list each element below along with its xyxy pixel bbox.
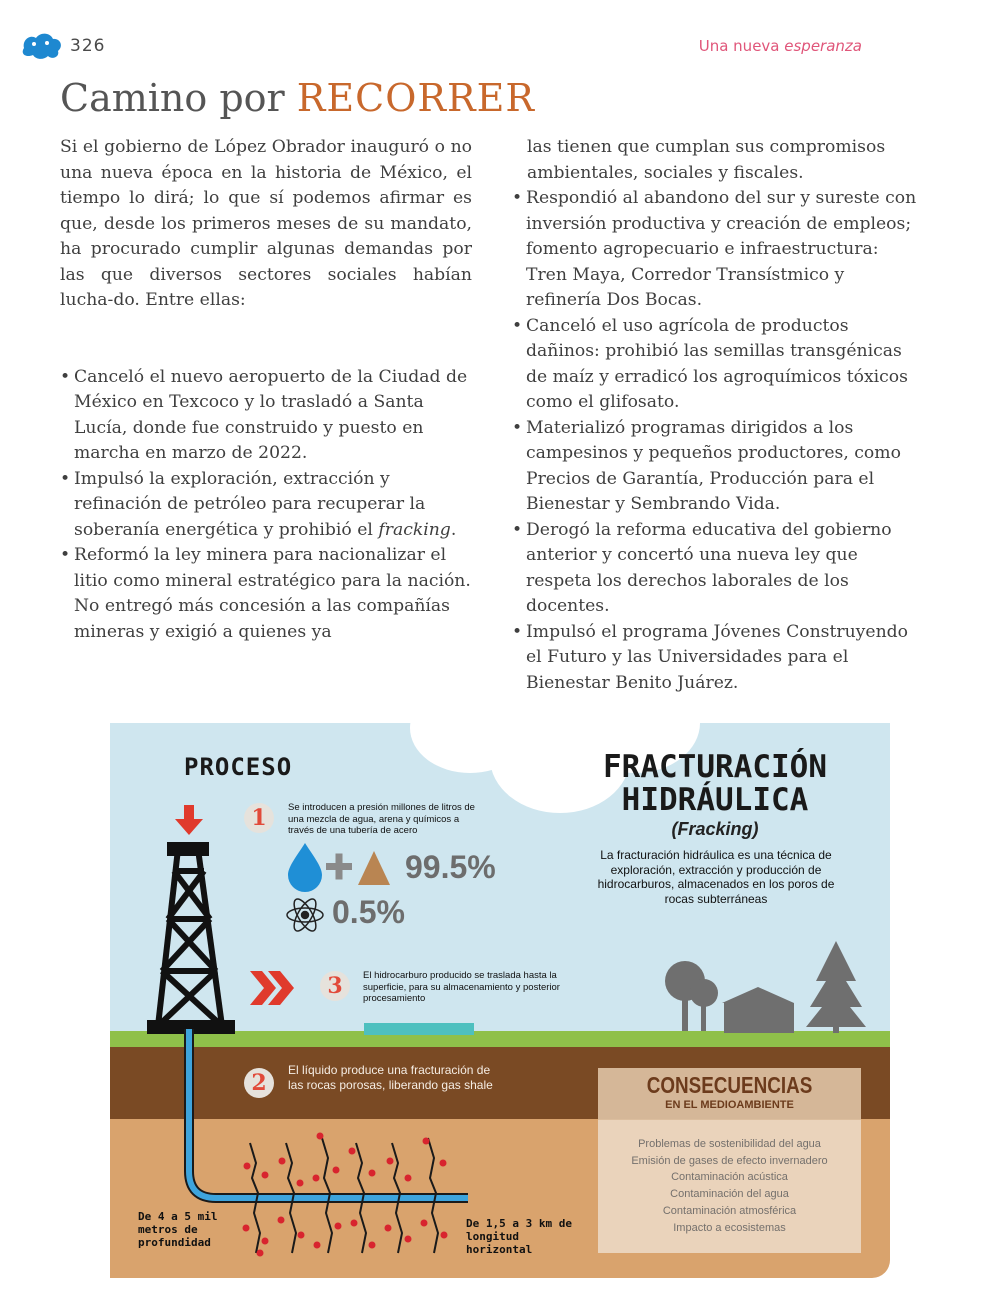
infographic-subtitle: (Fracking)	[671, 819, 759, 839]
consequences-list	[598, 1136, 861, 1236]
pct-water-sand: 99.5%	[405, 849, 496, 885]
bullet-item: • Reformó la ley minera para nacionalizar el litio como mineral estratégico para la nación. No entregó más concesión a las compañías mineras y exigió a quienes ya	[60, 543, 472, 645]
bullet-text-end: .	[450, 519, 457, 540]
section-title-plain: Camino por	[60, 76, 297, 120]
step2-badge: 2	[244, 1068, 274, 1098]
bullet-text: Impulsó la exploración, extracción y refinación de petróleo para recuperar la soberanía energética y prohibió el	[74, 468, 426, 540]
bullet-item: • Derogó la reforma educativa del gobierno anterior y concertó una nueva ley que respeta los derechos laborales de los docentes.	[512, 518, 922, 620]
intro-paragraph: Si el gobierno de López Obrador inauguró o no una nueva época en la historia de México, el tiempo lo dirá; lo que sí podemos afirmar es que, desde los primeros meses de su mandato, ha procurado cumplir algunas demandas por las que diversos sectores sociales habían lucha-do. Entre ellas:	[60, 137, 472, 310]
bullet-item: • Canceló el nuevo aeropuerto de la Ciudad de México en Texcoco y lo trasladó a Santa Lucía, donde fue construido y puesto en marcha en marzo de 2022.	[60, 365, 472, 467]
depth-label: De 4 a 5 mil metros de profundidad	[138, 1210, 218, 1249]
down-arrow-icon	[175, 805, 203, 835]
infographic-title-line2: HIDRÁULICA	[621, 782, 809, 818]
house-icon	[722, 987, 794, 1033]
bullet-item	[60, 467, 472, 544]
consequences-subtitle: EN EL MEDIOAMBIENTE	[665, 1099, 794, 1111]
proceso-title: PROCESO	[184, 753, 293, 781]
step2-text: El líquido produce una fracturación de las rocas porosas, liberando gas shale	[288, 1063, 493, 1092]
right-column	[512, 135, 922, 696]
consequences-title: CONSECUENCIAS	[646, 1072, 813, 1098]
pine-tree-icon	[806, 941, 866, 1033]
running-title-prefix: Una nueva	[698, 37, 785, 55]
infographic-description: La fracturación hidráulica es una técnica de exploración, extracción y producción de hidrocarburos, almacenados en los poros de rocas subterráneas	[597, 848, 835, 906]
tree-icon	[665, 961, 718, 1031]
consequence-item: Contaminación atmosférica	[662, 1204, 797, 1217]
section-title	[60, 76, 535, 120]
running-title	[699, 37, 862, 55]
pipe	[189, 1029, 468, 1198]
fracking-term: fracking	[378, 519, 451, 540]
consequence-item: Contaminación acústica	[671, 1171, 788, 1184]
sand-pile-icon	[358, 851, 390, 885]
publisher-logo-icon	[20, 30, 64, 60]
left-bullet-list	[60, 365, 472, 646]
chevron-right-icon	[250, 971, 294, 1005]
pct-chemicals: 0.5%	[332, 894, 405, 930]
infographic-title	[565, 751, 865, 817]
right-bullet-list	[512, 186, 922, 696]
page-number: 326	[70, 36, 106, 56]
left-column	[60, 135, 472, 645]
section-title-accent: RECORRER	[296, 76, 535, 120]
bullet-item: • Materializó programas dirigidos a los campesinos y pequeños productores, como Precios de Garantía, Producción para el Bienestar y Sembrando Vida.	[512, 416, 922, 518]
storage-tank-icon	[364, 1023, 474, 1035]
water-drop-icon	[288, 843, 322, 892]
consequences-header	[598, 1068, 861, 1120]
plus-icon	[326, 854, 352, 880]
horizontal-length-label: De 1,5 a 3 km de longitud horizontal	[466, 1217, 572, 1256]
infographic-title-line1: FRACTURACIÓN	[603, 749, 827, 785]
consequence-item: Problemas de sostenibilidad del agua	[638, 1138, 821, 1150]
consequence-item: Emisión de gases de efecto invernadero	[631, 1154, 828, 1167]
running-title-emphasis: esperanza	[784, 37, 862, 55]
atom-icon	[287, 896, 323, 934]
step3-text: El hidrocarburo producido se traslada hasta la superficie, para su almacenamiento y posterior procesamiento	[363, 970, 560, 1004]
consequences-panel	[598, 1068, 861, 1253]
step1-text: Se introducen a presión millones de litros de una mezcla de agua, arena y químicos a través de una tubería de acero	[288, 802, 475, 836]
bullet-item: • Impulsó el programa Jóvenes Construyendo el Futuro y las Universidades para el Bienestar Benito Juárez.	[512, 620, 922, 697]
consequence-item: Impacto a ecosistemas	[673, 1221, 786, 1234]
oil-derrick-icon	[150, 845, 232, 1031]
bullet-continuation: las tienen que cumplan sus compromisos ambientales, sociales y fiscales.	[527, 137, 886, 183]
step3-badge: 3	[320, 971, 350, 1001]
bullet-item: • Canceló el uso agrícola de productos dañinos: prohibió las semillas transgénicas de maíz y erradicó los agroquímicos tóxicos como el glifosato.	[512, 314, 922, 416]
step1-badge: 1	[244, 803, 274, 833]
consequence-item: Contaminación del agua	[670, 1188, 789, 1201]
fracking-infographic	[110, 723, 890, 1278]
bullet-item: • Respondió al abandono del sur y sureste con inversión productiva y creación de empleos; fomento agropecuario e infraestructura: Tren Maya, Corredor Transístmico y refinería Dos Bocas.	[512, 186, 922, 314]
